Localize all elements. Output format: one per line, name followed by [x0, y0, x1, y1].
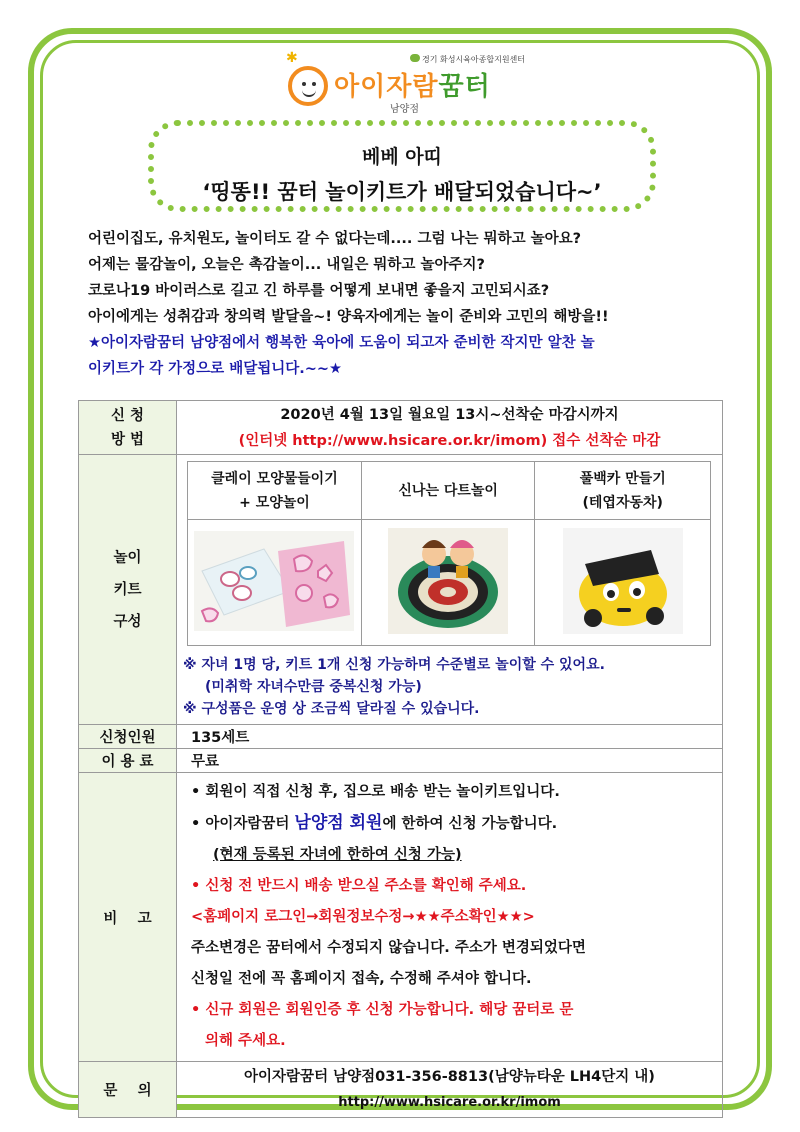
- remark-line: [191, 808, 722, 840]
- org-mark-icon: [410, 54, 420, 62]
- kit-title-dart: [361, 462, 535, 520]
- remark-line: • 회원이 직접 신청 후, 집으로 배송 받는 놀이키트입니다.: [191, 784, 560, 800]
- title-line-1: 베베 아띠: [361, 146, 443, 168]
- apply-label-1: 신 청: [110, 407, 145, 424]
- kit-note-1: ※ 자녀 1명 당, 키트 1개 신청 가능하며 수준별로 놀이할 수 있어요.: [183, 657, 605, 673]
- remark-line: • 신규 회원은 회원인증 후 신청 가능합니다. 해당 꿈터로 문: [191, 1002, 574, 1018]
- contact-phone: 아이자람꿈터 남양점031-356-8813(남양뉴타운 LH4단지 내): [244, 1068, 655, 1085]
- kit-notes: [177, 646, 722, 724]
- fee-label: 이 용 료: [79, 749, 177, 773]
- branch-name: 남양점: [390, 104, 419, 115]
- org-name: 경기 화성시육아종합지원센터: [422, 55, 526, 64]
- kit-title-text: + 모양놀이: [239, 494, 310, 511]
- kit-title-text: 클레이 모양물들이기: [211, 470, 338, 487]
- row-remark: [79, 773, 723, 1062]
- info-table: [78, 400, 723, 1118]
- remark-line: (현재 등록된 자녀에 한하여 신청 가능): [213, 847, 462, 863]
- row-contact: [79, 1062, 723, 1118]
- count-value: 135세트: [177, 725, 723, 749]
- kit-grid: [187, 461, 711, 646]
- contact-value: [177, 1062, 723, 1118]
- remark-text: • 아이자람꿈터: [191, 816, 295, 832]
- row-count: [79, 725, 723, 749]
- contact-link[interactable]: http://www.hsicare.or.kr/imom: [338, 1094, 561, 1110]
- contact-label: 문 의: [79, 1062, 177, 1118]
- apply-label-2: 방 법: [110, 431, 145, 448]
- kit-label-2: 키트: [113, 581, 142, 598]
- kit-title-text: (테엽자동차): [582, 494, 663, 511]
- intro-highlight-line: 이키트가 각 가정으로 배달됩니다.~~★: [88, 361, 343, 377]
- title-box: [148, 120, 656, 212]
- count-label: 신청인원: [79, 725, 177, 749]
- clay-kit-image: [188, 520, 362, 646]
- dart-kit-image: [361, 520, 535, 646]
- fee-value: 무료: [177, 749, 723, 773]
- remark-value: [177, 773, 723, 1062]
- kit-label-1: 놀이: [113, 549, 142, 566]
- kit-label-3: 구성: [113, 613, 142, 630]
- remark-label: 비 고: [79, 773, 177, 1062]
- apply-value: [177, 401, 723, 455]
- kit-note-3: ※ 구성품은 운영 상 조금씩 달라질 수 있습니다.: [183, 701, 480, 717]
- kit-title-text: 신나는 다트놀이: [398, 482, 498, 499]
- remark-line: • 신청 전 반드시 배송 받으실 주소를 확인해 주세요.: [191, 878, 527, 894]
- apply-method-link[interactable]: (인터넷 http://www.hsicare.or.kr/imom) 접수 선착순 마감: [238, 432, 661, 449]
- kit-value: [177, 455, 723, 725]
- row-kit: [79, 455, 723, 725]
- brand-name-part-b: 꿈터: [438, 72, 491, 102]
- kit-label: [79, 455, 177, 725]
- remark-line: <홈페이지 로그인→회원정보수정→★★주소확인★★>: [191, 909, 535, 925]
- remark-line: 주소변경은 꿈터에서 수정되지 않습니다. 주소가 변경되었다면: [191, 940, 586, 956]
- smiley-face-icon: [288, 66, 328, 106]
- apply-label: [79, 401, 177, 455]
- intro-line: 어제는 물감놀이, 오늘은 촉감놀이... 내일은 뭐하고 놀아주지?: [88, 257, 485, 273]
- remark-line: 의해 주세요.: [205, 1033, 286, 1049]
- intro-highlight-line: ★아이자람꿈터 남양점에서 행복한 육아에 도움이 되고자 준비한 작지만 알찬 놀: [88, 335, 595, 351]
- brand-name-part-a: 아이자람: [334, 72, 439, 102]
- row-fee: [79, 749, 723, 773]
- brand-logo: [282, 50, 532, 114]
- title-line-2: ‘띵똥!! 꿈터 놀이키트가 배달되었습니다~’: [202, 180, 602, 204]
- intro-line: 어린이집도, 유치원도, 놀이터도 갈 수 없다는데.... 그럼 나는 뭐하고 놀아요?: [88, 231, 582, 247]
- kit-title-text: 풀백카 만들기: [579, 470, 666, 487]
- kit-title-pullback-car: [535, 462, 711, 520]
- row-apply: [79, 401, 723, 455]
- remark-text: 에 한하여 신청 가능합니다.: [382, 816, 558, 832]
- intro-line: 코로나19 바이러스로 길고 긴 하루를 어떻게 보내면 좋을지 고민되시죠?: [88, 283, 550, 299]
- pullback-car-image: [535, 520, 711, 646]
- remark-emphasis: 남양점 회원: [294, 813, 383, 833]
- brand-name: [334, 66, 491, 103]
- intro-line: 아이에게는 성취감과 창의력 발달을~! 양육자에게는 놀이 준비와 고민의 해방을!!: [88, 309, 609, 325]
- apply-date: 2020년 4월 13일 월요일 13시~선착순 마감시까지: [280, 406, 619, 423]
- intro-text: [88, 226, 728, 382]
- sparkle-icon: ✱: [286, 50, 298, 66]
- remark-line: 신청일 전에 꼭 홈페이지 접속, 수정해 주셔야 합니다.: [191, 971, 532, 987]
- kit-note-2: (미취학 자녀수만큼 중복신청 가능): [205, 679, 422, 695]
- kit-title-clay: [188, 462, 362, 520]
